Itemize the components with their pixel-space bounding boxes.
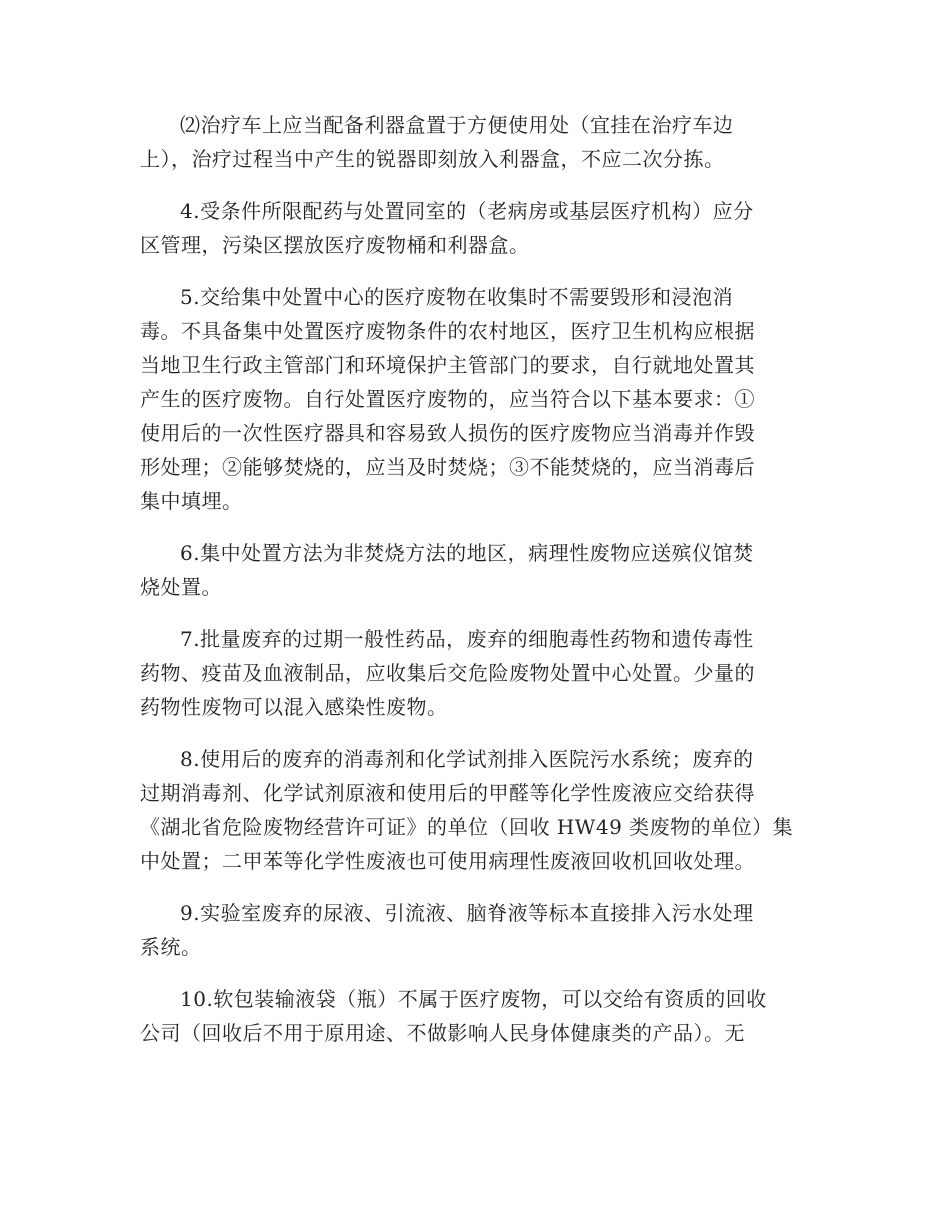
paragraph-line: 药物性废物可以混入感染性废物。 — [140, 695, 448, 719]
paragraph-line: 产生的医疗废物。自行处置医疗废物的，应当符合以下基本要求：① — [140, 387, 755, 411]
paragraph-item-4 — [140, 194, 812, 262]
paragraph-line: 集中填埋。 — [140, 489, 243, 513]
paragraph-item-6 — [140, 536, 812, 604]
paragraph-line: 中处置；二甲苯等化学性废液也可使用病理性废液回收机回收处理。 — [140, 849, 755, 873]
paragraph-line: 烧处置。 — [140, 575, 222, 599]
paragraph-line: 过期消毒剂、化学试剂原液和使用后的甲醛等化学性废液应交给获得 — [140, 781, 755, 805]
paragraph-line: 6.集中处置方法为非焚烧方法的地区，病理性废物应送殡仪馆焚 — [180, 541, 754, 565]
paragraph-line: 使用后的一次性医疗器具和容易致人损伤的医疗废物应当消毒并作毁 — [140, 421, 755, 445]
paragraph-line: 当地卫生行政主管部门和环境保护主管部门的要求，自行就地处置其 — [140, 353, 755, 377]
paragraph-item-10 — [140, 982, 812, 1050]
paragraph-line: 8.使用后的废弃的消毒剂和化学试剂排入医院污水系统；废弃的 — [180, 747, 754, 771]
paragraph-line: 药物、疫苗及血液制品，应收集后交危险废物处置中心处置。少量的 — [140, 661, 755, 685]
paragraph-line: 9.实验室废弃的尿液、引流液、脑脊液等标本直接排入污水处理 — [180, 901, 754, 925]
paragraph-line: 区管理，污染区摆放医疗废物桶和利器盒。 — [140, 233, 530, 257]
paragraph-item-8 — [140, 742, 812, 878]
paragraph-item-5 — [140, 280, 812, 518]
paragraph-line: 7.批量废弃的过期一般性药品，废弃的细胞毒性药物和遗传毒性 — [180, 627, 754, 651]
paragraph-line: 4.受条件所限配药与处置同室的（老病房或基层医疗机构）应分 — [180, 199, 754, 223]
paragraph-line: 公司（回收后不用于原用途、不做影响人民身体健康类的产品）。无 — [140, 1021, 745, 1045]
paragraph-treatment-cart-sharps-box — [140, 108, 812, 176]
paragraph-line: 5.交给集中处置中心的医疗废物在收集时不需要毁形和浸泡消 — [180, 285, 734, 309]
document-body — [140, 108, 812, 1068]
paragraph-line: 形处理；②能够焚烧的，应当及时焚烧；③不能焚烧的，应当消毒后 — [140, 455, 755, 479]
paragraph-line: 毒。不具备集中处置医疗废物条件的农村地区，医疗卫生机构应根据 — [140, 319, 755, 343]
paragraph-line: 上），治疗过程当中产生的锐器即刻放入利器盒，不应二次分拣。 — [140, 147, 725, 171]
paragraph-line: 《湖北省危险废物经营许可证》的单位（回收 HW49 类废物的单位）集 — [140, 815, 794, 839]
paragraph-item-9 — [140, 896, 812, 964]
paragraph-item-7 — [140, 622, 812, 724]
paragraph-line: 10.软包装输液袋（瓶）不属于医疗废物，可以交给有资质的回收 — [180, 987, 767, 1011]
paragraph-line: ⑵治疗车上应当配备利器盒置于方便使用处（宜挂在治疗车边 — [180, 113, 734, 137]
paragraph-line: 系统。 — [140, 935, 202, 959]
